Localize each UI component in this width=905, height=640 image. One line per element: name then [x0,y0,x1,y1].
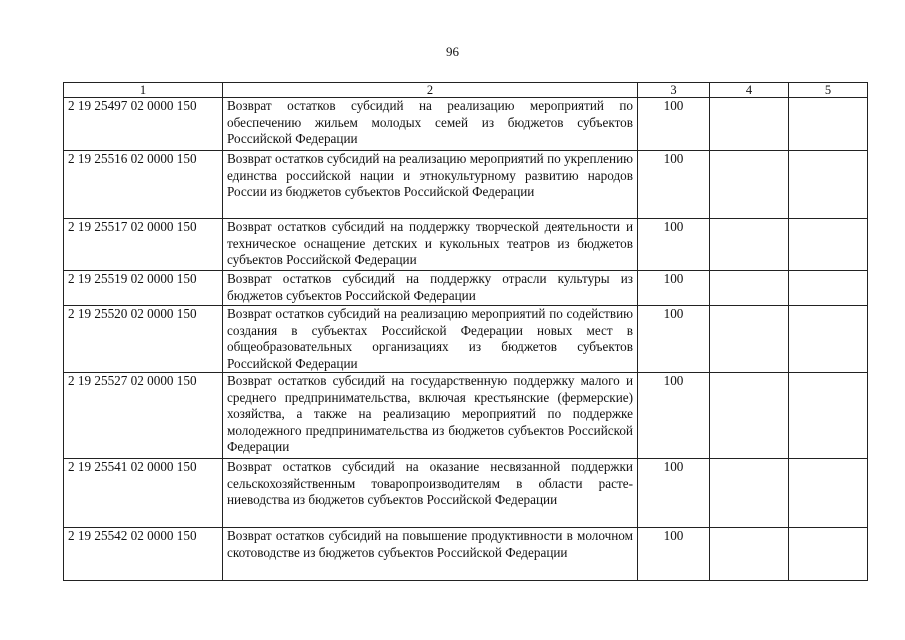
column-5-cell [789,459,868,528]
description-cell: Возврат остатков субсидий на повышение продуктивности в молочном скотоводстве из бюджетов субъектов Российской Федерации [223,528,638,581]
table-header-row [64,83,868,98]
column-header-1: 1 [64,83,223,98]
column-5-cell [789,151,868,219]
column-3-value-cell: 100 [638,98,710,151]
column-4-cell [710,528,789,581]
column-4-cell [710,98,789,151]
column-3-value-cell: 100 [638,459,710,528]
column-3-value-cell: 100 [638,373,710,459]
column-5-cell [789,271,868,306]
budget-code-cell: 2 19 25497 02 0000 150 [64,98,223,151]
column-3-value-cell: 100 [638,306,710,373]
description-cell: Возврат остатков субсидий на реализацию мероприятий по обеспечению жильем молодых семей из бюджетов субъектов Российской Федерации [223,98,638,151]
column-5-cell [789,219,868,271]
description-cell: Возврат остатков субсидий на реализацию мероприятий по содействию создания в субъектах Российской Федерации новых мест в общеобразовательных организациях из бюджетов субъектов Российской Федерации [223,306,638,373]
table-row [64,271,868,306]
column-5-cell [789,98,868,151]
table-row [64,219,868,271]
column-3-value-cell: 100 [638,219,710,271]
description-cell: Возврат остатков субсидий на реализацию мероприятий по укреплению единства российской нации и этнокультурному развитию народов России из бюджетов субъектов Российской Федерации [223,151,638,219]
column-4-cell [710,459,789,528]
column-5-cell [789,373,868,459]
budget-code-cell: 2 19 25527 02 0000 150 [64,373,223,459]
column-4-cell [710,151,789,219]
column-3-value-cell: 100 [638,271,710,306]
budget-code-cell: 2 19 25517 02 0000 150 [64,219,223,271]
budget-code-cell: 2 19 25541 02 0000 150 [64,459,223,528]
description-cell: Возврат остатков субсидий на оказание несвязанной поддержки сельскохозяйственным товаропроизводителям в области растениеводства из бюджетов субъектов Российской Федерации [223,459,638,528]
description-cell: Возврат остатков субсидий на поддержку отрасли культуры из бюджетов субъектов Российской Федерации [223,271,638,306]
column-5-cell [789,306,868,373]
table-row [64,459,868,528]
table-row [64,98,868,151]
budget-code-cell: 2 19 25516 02 0000 150 [64,151,223,219]
column-3-value-cell: 100 [638,528,710,581]
description-cell: Возврат остатков субсидий на поддержку творческой деятельности и техническое оснащение детских и кукольных театров из бюджетов субъектов Российской Федерации [223,219,638,271]
column-5-cell [789,528,868,581]
table-row [64,528,868,581]
column-header-2: 2 [223,83,638,98]
budget-code-cell: 2 19 25519 02 0000 150 [64,271,223,306]
table-row [64,373,868,459]
budget-classification-table [63,82,868,581]
page-number: 96 [446,44,459,59]
column-4-cell [710,219,789,271]
column-header-5: 5 [789,83,868,98]
table-row [64,151,868,219]
column-4-cell [710,271,789,306]
column-4-cell [710,306,789,373]
description-cell: Возврат остатков субсидий на государственную поддержку малого и среднего предпринимательства, включая крестьянские (фермерские) хозяйства, а также на реализацию мероприятий по поддержке молодежного предпринимательства из бюджетов субъектов Российской Федерации [223,373,638,459]
budget-code-cell: 2 19 25542 02 0000 150 [64,528,223,581]
column-4-cell [710,373,789,459]
table-row [64,306,868,373]
budget-code-cell: 2 19 25520 02 0000 150 [64,306,223,373]
column-header-4: 4 [710,83,789,98]
column-header-3: 3 [638,83,710,98]
column-3-value-cell: 100 [638,151,710,219]
